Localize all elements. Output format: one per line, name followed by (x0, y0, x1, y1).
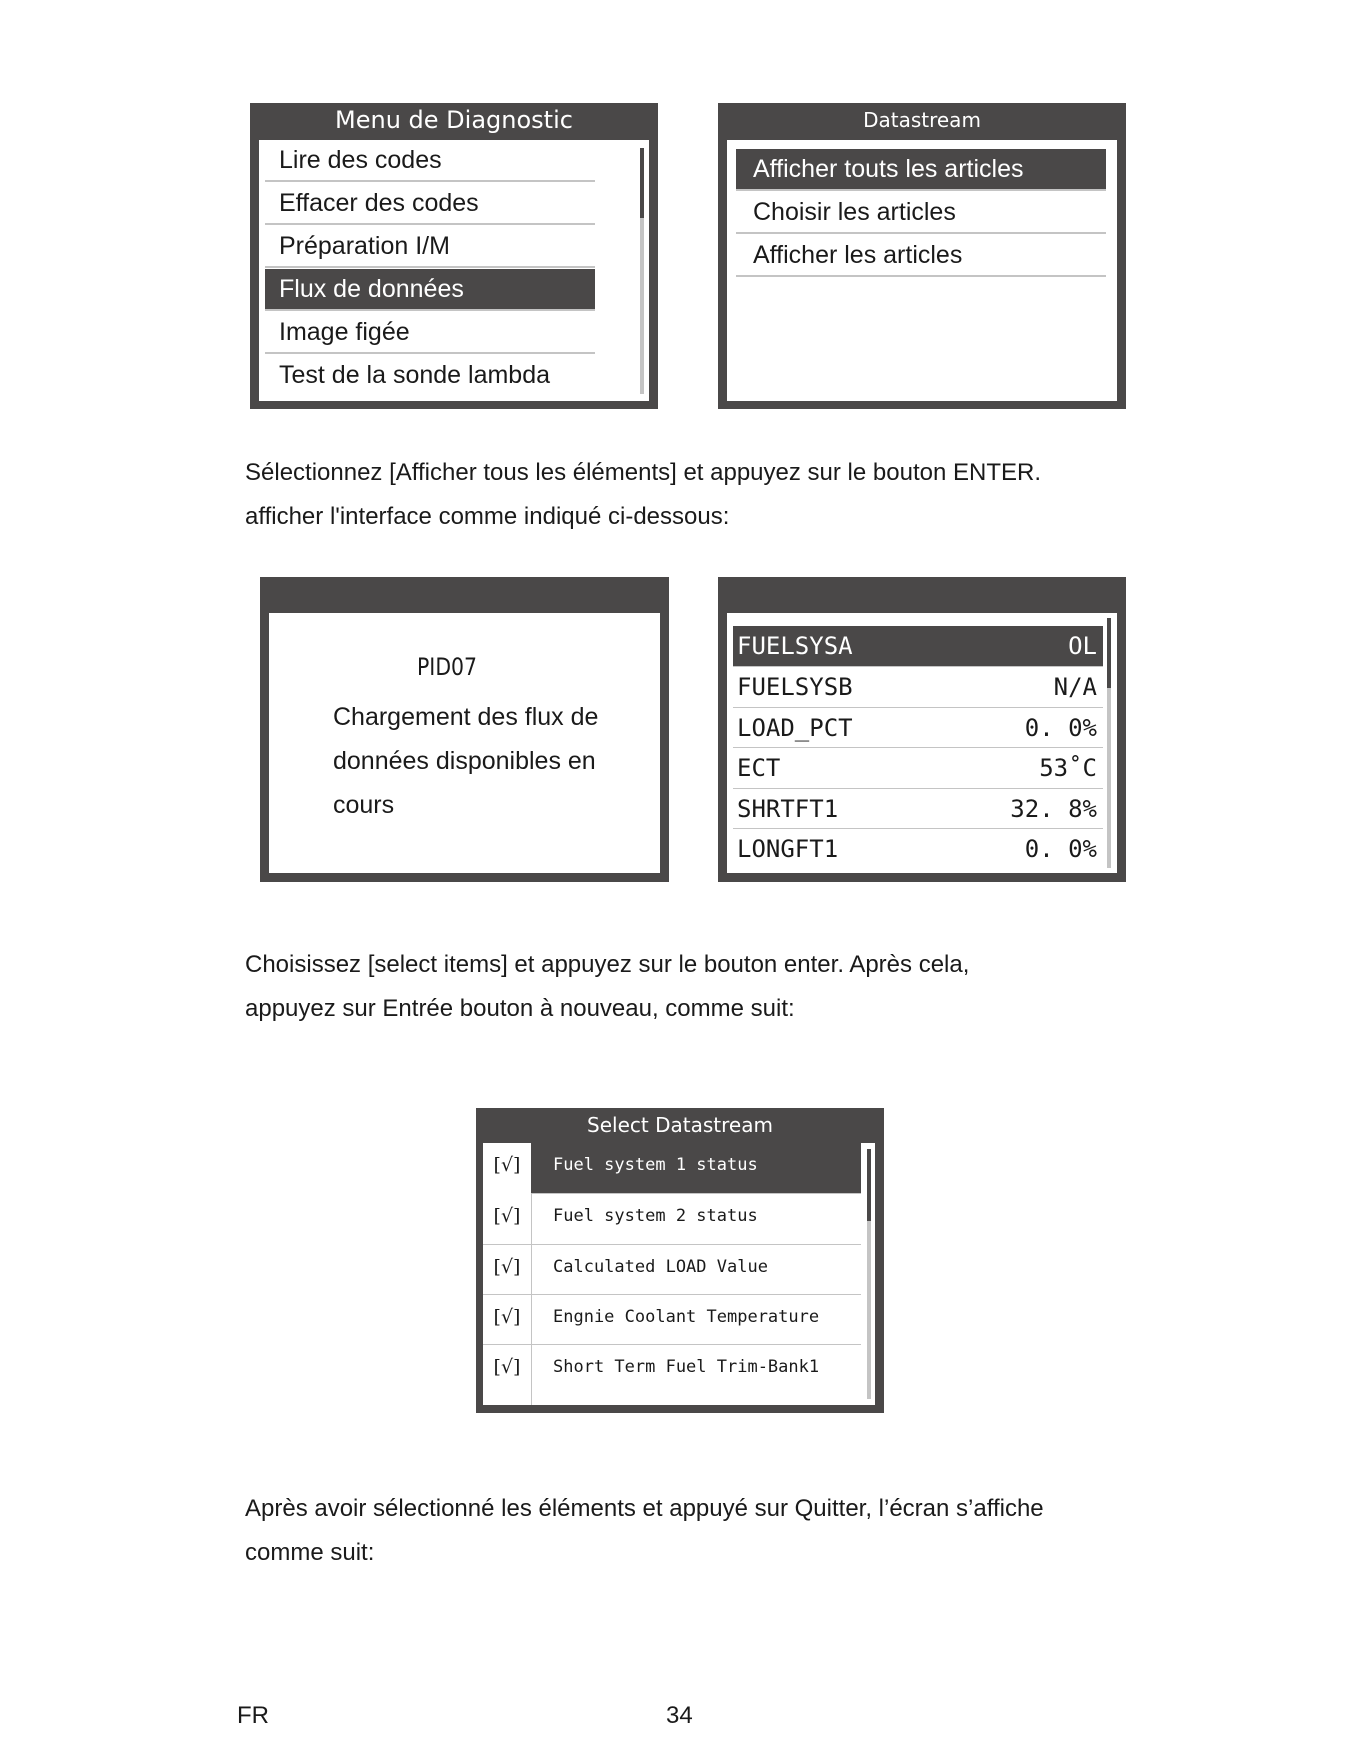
diagnostic-menu-screen (250, 103, 658, 409)
checkbox[interactable]: [√] (493, 1356, 521, 1378)
menu-item-choose-items[interactable]: Choisir les articles (753, 198, 956, 226)
text-line: afficher l'interface comme indiqué ci-dessous: (245, 503, 730, 530)
menu-item-freeze-frame[interactable]: Image figée (279, 318, 410, 346)
data-row[interactable] (733, 829, 1103, 869)
divider (736, 189, 1106, 191)
select-list (483, 1143, 875, 1405)
divider (265, 309, 595, 311)
data-row[interactable] (733, 667, 1103, 707)
menu-item-data-stream[interactable]: Flux de données (265, 269, 595, 309)
data-row[interactable] (733, 748, 1103, 788)
text-line: Sélectionnez [Afficher tous les éléments] et appuyez sur le bouton ENTER. (245, 459, 1041, 486)
text-line: Choisissez [select items] et appuyez sur le bouton enter. Après cela, (245, 951, 970, 978)
datastream-values-screen (718, 577, 1126, 882)
select-item-label: Short Term Fuel Trim-Bank1 (553, 1357, 820, 1377)
pid-value: OL (1068, 632, 1097, 660)
select-item-label: Engnie Coolant Temperature (553, 1307, 820, 1327)
loading-message (333, 695, 633, 827)
data-list (727, 613, 1117, 873)
divider (265, 266, 595, 268)
checkbox[interactable]: [√] (493, 1205, 521, 1227)
checkbox[interactable]: [√] (493, 1256, 521, 1278)
checkbox[interactable]: [√] (493, 1154, 521, 1176)
instruction-paragraph-2 (245, 943, 969, 1031)
text-line: cours (333, 791, 395, 819)
pid-name: LOAD_PCT (737, 714, 853, 742)
pid-value: 0. 0% (1024, 835, 1097, 863)
pid-name: SHRTFT1 (737, 795, 839, 823)
pid-name: ECT (737, 754, 781, 782)
data-row[interactable] (733, 626, 1103, 666)
pid-value: 32. 8% (1010, 795, 1097, 823)
loading-panel (269, 613, 660, 873)
text-line: Après avoir sélectionné les éléments et appuyé sur Quitter, l’écran s’affiche (245, 1495, 1044, 1522)
select-item[interactable] (483, 1194, 861, 1244)
page-number: 34 (666, 1702, 693, 1729)
select-datastream-screen (476, 1108, 884, 1413)
data-row[interactable] (733, 708, 1103, 748)
divider (736, 232, 1106, 234)
select-item-label: Fuel system 2 status (553, 1206, 758, 1226)
menu-item-show-all[interactable]: Afficher touts les articles (736, 149, 1106, 189)
select-item[interactable] (483, 1345, 861, 1395)
instruction-paragraph-3 (245, 1487, 1044, 1575)
scrollbar-thumb[interactable] (867, 1149, 871, 1221)
select-item[interactable] (483, 1295, 861, 1345)
screen-title: Select Datastream (587, 1113, 773, 1137)
menu-item-read-codes[interactable]: Lire des codes (279, 146, 442, 174)
footer-language: FR (237, 1702, 269, 1729)
divider (265, 180, 595, 182)
scrollbar-thumb[interactable] (1107, 618, 1111, 688)
pid-label: PID07 (417, 653, 477, 681)
text-line: comme suit: (245, 1539, 375, 1566)
datastream-menu-screen (718, 103, 1126, 409)
screen-title: Datastream (863, 108, 981, 132)
pid-name: FUELSYSB (737, 673, 853, 701)
scrollbar-thumb[interactable] (640, 148, 644, 218)
checkbox[interactable]: [√] (493, 1306, 521, 1328)
loading-screen (260, 577, 669, 882)
menu-list (259, 140, 649, 401)
data-row[interactable] (733, 789, 1103, 829)
pid-value: 53˚C (1039, 754, 1097, 782)
select-item[interactable] (483, 1245, 861, 1295)
pid-value: 0. 0% (1024, 714, 1097, 742)
instruction-paragraph-1 (245, 451, 1041, 539)
menu-item-erase-codes[interactable]: Effacer des codes (279, 189, 479, 217)
pid-value: N/A (1053, 673, 1097, 701)
menu-item-show-items[interactable]: Afficher les articles (753, 241, 963, 269)
screen-title: Menu de Diagnostic (335, 106, 573, 134)
text-line: Chargement des flux de (333, 703, 599, 731)
text-line: appuyez sur Entrée bouton à nouveau, comme suit: (245, 995, 795, 1022)
select-item-label: Calculated LOAD Value (553, 1257, 768, 1277)
divider (736, 275, 1106, 277)
menu-item-im-readiness[interactable]: Préparation I/M (279, 232, 450, 260)
pid-name: FUELSYSA (737, 632, 853, 660)
divider (265, 223, 595, 225)
menu-item-o2-sensor-test[interactable]: Test de la sonde lambda (279, 361, 551, 389)
menu-list (727, 140, 1117, 401)
select-item[interactable] (483, 1143, 861, 1193)
select-item-label: Fuel system 1 status (553, 1155, 758, 1175)
divider (265, 352, 595, 354)
text-line: données disponibles en (333, 747, 596, 775)
pid-name: LONGFT1 (737, 835, 839, 863)
